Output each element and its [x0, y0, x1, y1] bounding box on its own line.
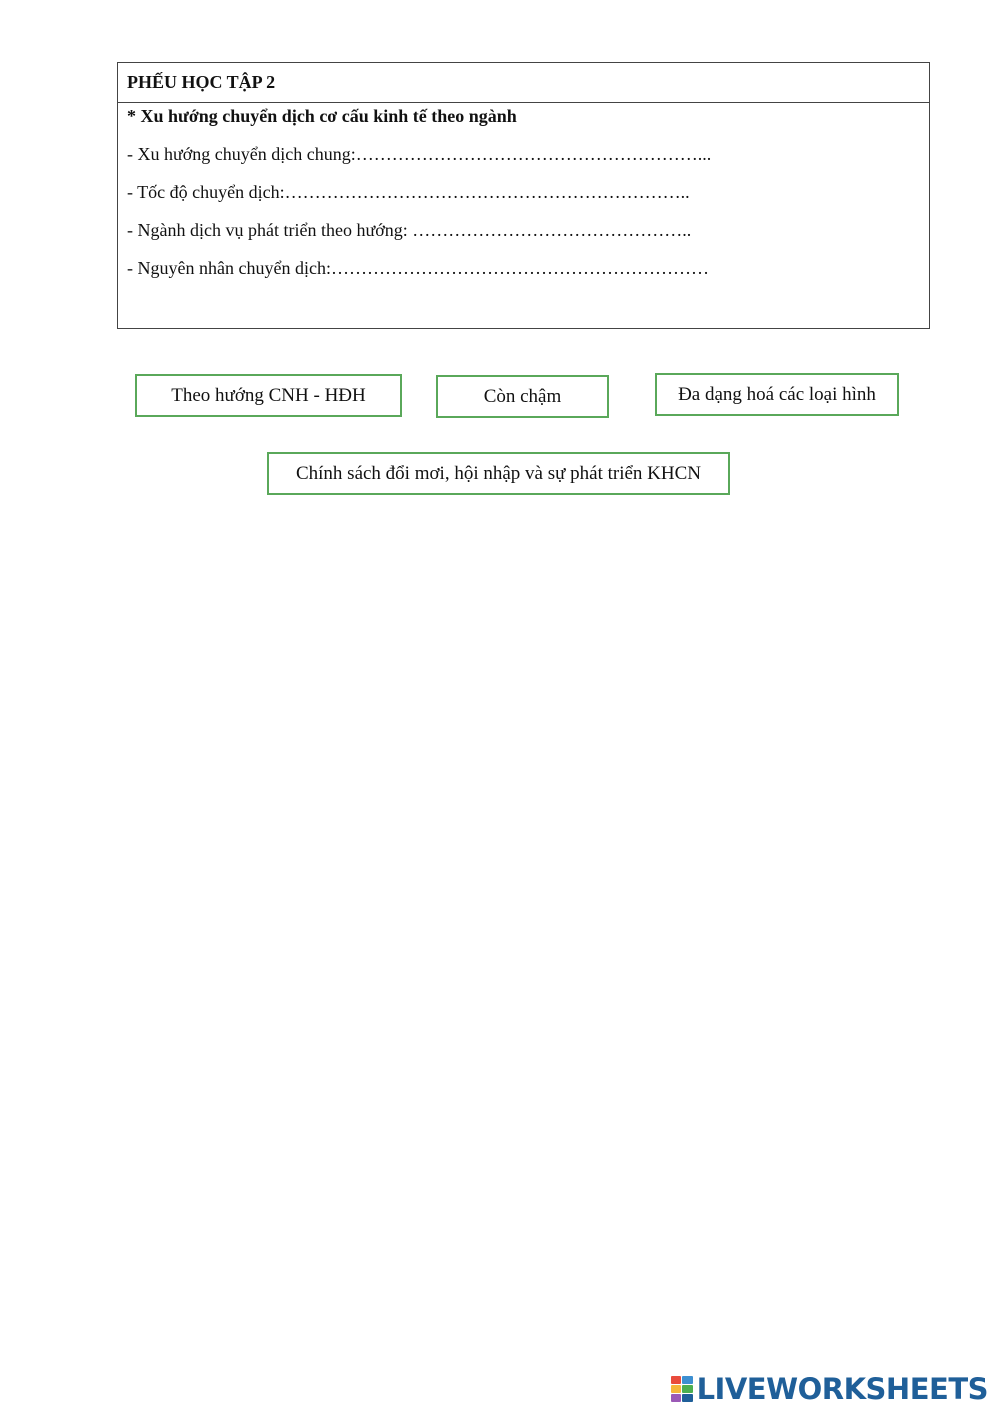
worksheet-box: [117, 62, 930, 329]
line-general-trend: - Xu hướng chuyển dịch chung:…………………………………………………...: [127, 144, 712, 164]
brand-wordmark: LIVEWORKSHEETS: [696, 1372, 988, 1406]
answer-chip-policy[interactable]: Chính sách đổi mơi, hội nhập và sự phát triển KHCN: [267, 452, 730, 495]
line-service-direction: - Ngành dịch vụ phát triển theo hướng: ………………………………………..: [127, 220, 692, 240]
line-shift-speed: - Tốc độ chuyển dịch:…………………………………………………………..: [127, 182, 690, 202]
liveworksheets-brand: [671, 1372, 988, 1406]
answer-chip-industrialization[interactable]: Theo hướng CNH - HĐH: [135, 374, 402, 417]
liveworksheets-logo-icon: [671, 1376, 693, 1402]
answer-chip-slow[interactable]: Còn chậm: [436, 375, 609, 418]
answer-chip-diversify[interactable]: Đa dạng hoá các loại hình: [655, 373, 899, 416]
section-heading: * Xu hướng chuyển dịch cơ cấu kinh tế theo ngành: [127, 106, 517, 126]
line-shift-cause: - Nguyên nhân chuyển dịch:………………………………………………………: [127, 258, 709, 278]
worksheet-title: PHẾU HỌC TẬP 2: [118, 63, 929, 103]
worksheet-body: [118, 103, 929, 293]
